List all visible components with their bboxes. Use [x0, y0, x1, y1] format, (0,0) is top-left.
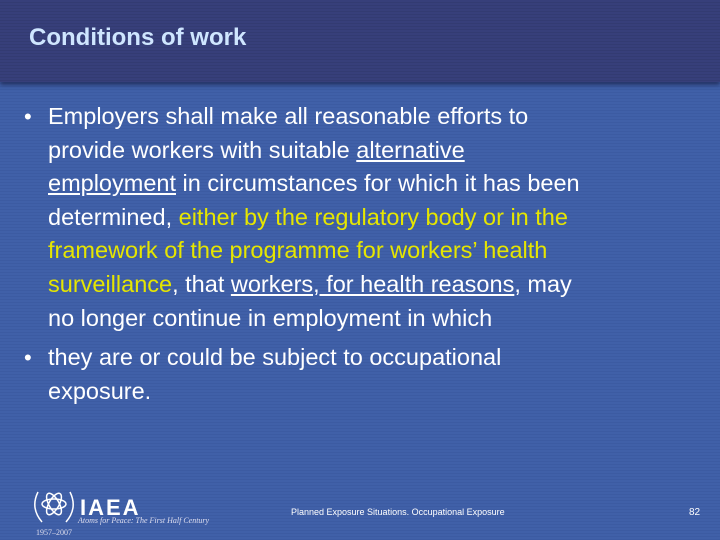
iaea-emblem-icon	[30, 484, 78, 528]
text-segment: they are or could be subject to occupational	[48, 344, 502, 370]
underlined-text: alternative	[356, 137, 465, 163]
highlighted-text: either by the regulatory body or in the	[178, 204, 568, 230]
body-text-line	[48, 346, 501, 370]
body-text-line	[48, 239, 547, 263]
body-text-line	[48, 172, 580, 196]
text-segment: exposure.	[48, 378, 152, 404]
body-text-line	[48, 380, 151, 404]
logo-years: 1957–2007	[36, 528, 72, 537]
text-segment: no longer continue in employment in which	[48, 305, 493, 331]
underlined-text: employment	[48, 170, 176, 196]
text-segment: determined,	[48, 204, 179, 230]
text-segment: Employers shall make all reasonable efforts to	[48, 103, 529, 129]
text-segment: provide workers with suitable	[48, 137, 357, 163]
text-segment: in circumstances for which it has been	[176, 170, 580, 196]
highlighted-text: framework of the programme for workers’ health	[48, 237, 548, 263]
underlined-text: workers, for health reasons	[230, 271, 515, 297]
slide-title: Conditions of work	[29, 24, 247, 51]
text-segment: , may	[514, 271, 572, 297]
bullet-icon: •	[24, 104, 32, 129]
text-segment: , that	[172, 271, 231, 297]
body-text-line	[48, 206, 568, 230]
footer-text: Planned Exposure Situations. Occupational Exposure	[291, 507, 505, 517]
iaea-logo-text: IAEA	[80, 495, 141, 520]
body-text-line	[48, 105, 528, 129]
page-number: 82	[689, 507, 701, 518]
bullet-icon: •	[24, 345, 32, 370]
highlighted-text: surveillance	[48, 271, 173, 297]
body-text-line	[48, 139, 465, 163]
body-text-line	[48, 307, 492, 331]
logo-tagline: Atoms for Peace: The First Half Century	[78, 516, 210, 525]
body-text-line	[48, 273, 572, 297]
